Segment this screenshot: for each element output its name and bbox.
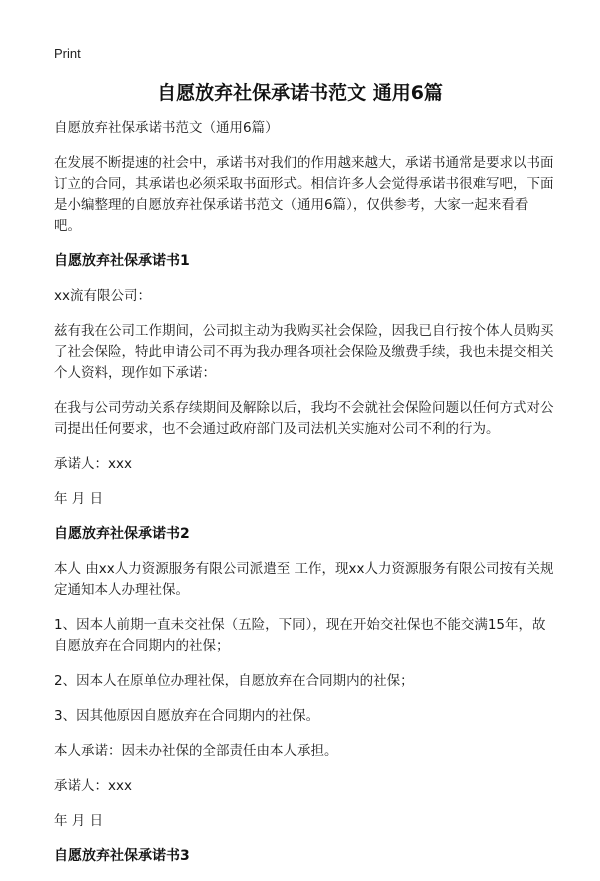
section-2-paragraph-1: 本人 由xx人力资源服务有限公司派遣至 工作，现xx人力资源服务有限公司按有关规定通知本人办理社保。 bbox=[54, 561, 554, 598]
section-2-item-2: 2、因本人在原单位办理社保，自愿放弃在合同期内的社保； bbox=[54, 673, 414, 689]
print-link[interactable]: Print bbox=[54, 46, 81, 61]
section-1-heading: 自愿放弃社保承诺书1 bbox=[54, 253, 190, 269]
section-1-paragraph-1: 兹有我在公司工作期间，公司拟主动为我购买社会保险，因我已自行按个体人员购买了社会保险，特此申请公司不再为我办理各项社会保险及缴费手续，我也未提交相关个人资料，现作如下承诺： bbox=[54, 323, 554, 381]
page-title: 自愿放弃社保承诺书范文 通用6篇 bbox=[157, 82, 443, 104]
subtitle: 自愿放弃社保承诺书范文（通用6篇） bbox=[54, 120, 279, 136]
section-2-heading: 自愿放弃社保承诺书2 bbox=[54, 526, 190, 542]
section-1-addressee: xx流有限公司： bbox=[54, 288, 151, 304]
section-1-paragraph-2: 在我与公司劳动关系存续期间及解除以后，我均不会就社会保险问题以任何方式对公司提出任何要求，也不会通过政府部门及司法机关实施对公司不利的行为。 bbox=[54, 400, 554, 437]
document-body bbox=[54, 118, 554, 881]
section-1-signer: 承诺人：xxx bbox=[54, 456, 132, 472]
intro-paragraph: 在发展不断提速的社会中，承诺书对我们的作用越来越大，承诺书通常是要求以书面订立的合同，其承诺也必须采取书面形式。相信许多人会觉得承诺书很难写吧，下面是小编整理的自愿放弃社保承诺书范文（通用6篇），仅供参考，大家一起来看看吧。 bbox=[54, 155, 554, 234]
section-2-signer: 承诺人：xxx bbox=[54, 778, 132, 794]
section-2-item-1: 1、因本人前期一直未交社保（五险，下同），现在开始交社保也不能交满15年，故自愿放弃在合同期内的社保； bbox=[54, 617, 546, 654]
section-3-heading: 自愿放弃社保承诺书3 bbox=[54, 848, 190, 864]
section-2-item-3: 3、因其他原因自愿放弃在合同期内的社保。 bbox=[54, 708, 320, 724]
section-2-promise: 本人承诺：因未办社保的全部责任由本人承担。 bbox=[54, 743, 338, 759]
section-1-date: 年 月 日 bbox=[54, 491, 104, 507]
section-2-date: 年 月 日 bbox=[54, 813, 104, 829]
